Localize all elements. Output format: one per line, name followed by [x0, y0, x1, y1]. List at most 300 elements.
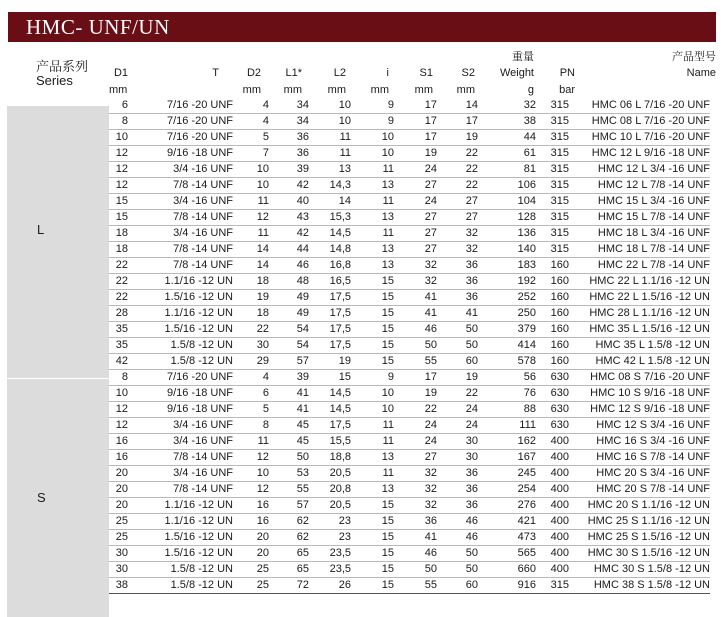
cell-l2: 16,5 — [309, 274, 351, 290]
cell-t: 3/4 -16 UNF — [128, 226, 233, 242]
cell-i: 15 — [351, 338, 394, 354]
cell-weight: 276 — [478, 498, 536, 514]
cell-d2: 6 — [233, 386, 269, 402]
cell-l2: 20,5 — [309, 498, 351, 514]
cell-s2: 22 — [437, 162, 478, 178]
cell-t: 1.1/16 -12 UN — [128, 306, 233, 322]
cell-d2: 12 — [233, 210, 269, 226]
cell-d2: 19 — [233, 290, 269, 306]
cell-t: 1.5/16 -12 UN — [128, 546, 233, 562]
cell-pn: 315 — [536, 578, 569, 594]
cell-d2: 12 — [233, 482, 269, 498]
cell-t: 1.1/16 -12 UN — [128, 498, 233, 514]
cell-weight: 250 — [478, 306, 536, 322]
cell-l1: 44 — [269, 242, 309, 258]
cell-d2: 20 — [233, 546, 269, 562]
cell-d1: 22 — [109, 290, 128, 306]
cell-t: 7/8 -14 UNF — [128, 482, 233, 498]
cell-d2: 14 — [233, 258, 269, 274]
cell-weight: 473 — [478, 530, 536, 546]
table-row — [109, 434, 710, 450]
cell-t: 7/16 -20 UNF — [128, 114, 233, 130]
cell-l2: 23 — [309, 514, 351, 530]
cell-i: 15 — [351, 306, 394, 322]
cell-weight: 565 — [478, 546, 536, 562]
cell-l1: 39 — [269, 370, 309, 386]
cell-t: 7/8 -14 UNF — [128, 450, 233, 466]
cell-i: 15 — [351, 354, 394, 370]
cell-s1: 24 — [394, 194, 437, 210]
cell-t: 3/4 -16 UNF — [128, 194, 233, 210]
cell-i: 10 — [351, 130, 394, 146]
cell-s2: 36 — [437, 498, 478, 514]
cell-d1: 38 — [109, 578, 128, 594]
cell-i: 15 — [351, 498, 394, 514]
table-row — [109, 546, 710, 562]
cell-name: HMC 18 L 7/8 -14 UNF — [569, 242, 710, 258]
header-weight: Weight — [499, 67, 534, 79]
cell-l2: 17,5 — [309, 322, 351, 338]
table-row — [109, 226, 710, 242]
cell-t: 7/8 -14 UNF — [128, 178, 233, 194]
cell-s2: 60 — [437, 578, 478, 594]
cell-pn: 315 — [536, 194, 569, 210]
cell-weight: 183 — [478, 258, 536, 274]
cell-weight: 38 — [478, 114, 536, 130]
cell-l2: 17,5 — [309, 338, 351, 354]
cell-name: HMC 16 S 7/8 -14 UNF — [569, 450, 710, 466]
cell-l2: 15,5 — [309, 434, 351, 450]
cell-weight: 81 — [478, 162, 536, 178]
cell-weight: 104 — [478, 194, 536, 210]
series-band-s — [7, 379, 109, 617]
cell-d1: 22 — [109, 258, 128, 274]
cell-pn: 315 — [536, 146, 569, 162]
cell-s2: 36 — [437, 466, 478, 482]
cell-s1: 19 — [394, 386, 437, 402]
cell-s1: 19 — [394, 146, 437, 162]
cell-l1: 42 — [269, 226, 309, 242]
table-row — [109, 306, 710, 322]
header-s1: S1 — [419, 67, 433, 79]
cell-l1: 42 — [269, 178, 309, 194]
header-weight-unit: g — [527, 84, 534, 96]
cell-s1: 27 — [394, 210, 437, 226]
cell-weight: 254 — [478, 482, 536, 498]
cell-name: HMC 20 S 1.1/16 -12 UN — [569, 498, 710, 514]
header-pn-unit: bar — [559, 84, 575, 96]
table-row — [109, 178, 710, 194]
cell-weight: 162 — [478, 434, 536, 450]
cell-name: HMC 38 S 1.5/8 -12 UN — [569, 578, 710, 594]
cell-d1: 12 — [109, 162, 128, 178]
cell-s2: 32 — [437, 242, 478, 258]
cell-weight: 916 — [478, 578, 536, 594]
cell-s2: 19 — [437, 370, 478, 386]
table-row — [109, 162, 710, 178]
cell-l1: 48 — [269, 274, 309, 290]
cell-l2: 11 — [309, 130, 351, 146]
cell-i: 10 — [351, 386, 394, 402]
cell-pn: 630 — [536, 418, 569, 434]
cell-name: HMC 28 L 1.1/16 -12 UN — [569, 306, 710, 322]
cell-t: 3/4 -16 UNF — [128, 434, 233, 450]
table-row — [109, 258, 710, 274]
cell-d1: 30 — [109, 562, 128, 578]
cell-weight: 167 — [478, 450, 536, 466]
cell-l2: 17,5 — [309, 290, 351, 306]
cell-l1: 54 — [269, 322, 309, 338]
table-row — [109, 450, 710, 466]
cell-weight: 421 — [478, 514, 536, 530]
cell-d1: 25 — [109, 530, 128, 546]
page-title: HMC- UNF/UN — [26, 15, 170, 39]
cell-t: 7/8 -14 UNF — [128, 210, 233, 226]
cell-name: HMC 22 L 1.1/16 -12 UN — [569, 274, 710, 290]
cell-l2: 10 — [309, 98, 351, 114]
cell-s1: 55 — [394, 354, 437, 370]
cell-i: 11 — [351, 194, 394, 210]
cell-weight: 32 — [478, 98, 536, 114]
cell-pn: 160 — [536, 274, 569, 290]
cell-name: HMC 42 L 1.5/8 -12 UN — [569, 354, 710, 370]
cell-d2: 10 — [233, 162, 269, 178]
cell-s2: 14 — [437, 98, 478, 114]
cell-name: HMC 08 L 7/16 -20 UNF — [569, 114, 710, 130]
cell-s1: 32 — [394, 258, 437, 274]
cell-name: HMC 16 S 3/4 -16 UNF — [569, 434, 710, 450]
table-row — [109, 514, 710, 530]
cell-name: HMC 12 S 9/16 -18 UNF — [569, 402, 710, 418]
cell-name: HMC 20 S 3/4 -16 UNF — [569, 466, 710, 482]
cell-pn: 400 — [536, 482, 569, 498]
cell-s1: 32 — [394, 466, 437, 482]
cell-d1: 12 — [109, 178, 128, 194]
cell-d1: 12 — [109, 402, 128, 418]
table-row — [109, 242, 710, 258]
table-row — [109, 146, 710, 162]
cell-weight: 379 — [478, 322, 536, 338]
cell-d1: 8 — [109, 114, 128, 130]
table-row — [109, 338, 710, 354]
cell-l1: 57 — [269, 498, 309, 514]
cell-t: 1.5/8 -12 UN — [128, 562, 233, 578]
cell-l2: 16,8 — [309, 258, 351, 274]
cell-d1: 42 — [109, 354, 128, 370]
header-i: i — [386, 67, 389, 79]
cell-l2: 15,3 — [309, 210, 351, 226]
cell-t: 1.5/16 -12 UN — [128, 322, 233, 338]
cell-t: 3/4 -16 UNF — [128, 162, 233, 178]
cell-l1: 57 — [269, 354, 309, 370]
cell-s2: 50 — [437, 338, 478, 354]
spec-table — [109, 98, 710, 594]
header-s2: S2 — [461, 67, 475, 79]
cell-d1: 25 — [109, 514, 128, 530]
cell-name: HMC 25 S 1.5/16 -12 UN — [569, 530, 710, 546]
cell-name: HMC 15 L 3/4 -16 UNF — [569, 194, 710, 210]
cell-pn: 400 — [536, 546, 569, 562]
cell-pn: 400 — [536, 450, 569, 466]
cell-d2: 5 — [233, 402, 269, 418]
cell-weight: 76 — [478, 386, 536, 402]
cell-s1: 50 — [394, 338, 437, 354]
cell-name: HMC 12 L 9/16 -18 UNF — [569, 146, 710, 162]
cell-s1: 17 — [394, 98, 437, 114]
cell-weight: 88 — [478, 402, 536, 418]
cell-pn: 400 — [536, 562, 569, 578]
cell-t: 7/8 -14 UNF — [128, 258, 233, 274]
cell-pn: 400 — [536, 434, 569, 450]
cell-d1: 15 — [109, 194, 128, 210]
cell-s2: 19 — [437, 130, 478, 146]
cell-name: HMC 22 L 1.5/16 -12 UN — [569, 290, 710, 306]
cell-name: HMC 12 L 7/8 -14 UNF — [569, 178, 710, 194]
cell-weight: 252 — [478, 290, 536, 306]
cell-name: HMC 22 L 7/8 -14 UNF — [569, 258, 710, 274]
cell-pn: 630 — [536, 402, 569, 418]
cell-i: 13 — [351, 210, 394, 226]
cell-s1: 36 — [394, 514, 437, 530]
cell-l1: 55 — [269, 482, 309, 498]
cell-name: HMC 08 S 7/16 -20 UNF — [569, 370, 710, 386]
cell-l1: 41 — [269, 386, 309, 402]
cell-l2: 20,5 — [309, 466, 351, 482]
cell-l2: 20,8 — [309, 482, 351, 498]
cell-d1: 10 — [109, 386, 128, 402]
cell-d1: 12 — [109, 418, 128, 434]
cell-s2: 36 — [437, 258, 478, 274]
cell-pn: 630 — [536, 370, 569, 386]
series-label-zh: 产品系列 — [36, 59, 89, 74]
cell-s2: 27 — [437, 210, 478, 226]
cell-d2: 25 — [233, 562, 269, 578]
cell-name: HMC 10 L 7/16 -20 UNF — [569, 130, 710, 146]
cell-i: 10 — [351, 402, 394, 418]
cell-d2: 4 — [233, 98, 269, 114]
cell-d2: 7 — [233, 146, 269, 162]
cell-i: 11 — [351, 162, 394, 178]
cell-weight: 140 — [478, 242, 536, 258]
cell-s2: 22 — [437, 178, 478, 194]
cell-pn: 315 — [536, 162, 569, 178]
cell-l2: 14,3 — [309, 178, 351, 194]
cell-t: 7/8 -14 UNF — [128, 242, 233, 258]
table-row — [109, 562, 710, 578]
cell-i: 13 — [351, 258, 394, 274]
cell-d2: 18 — [233, 274, 269, 290]
cell-weight: 578 — [478, 354, 536, 370]
header-t: T — [212, 67, 219, 79]
cell-s1: 17 — [394, 130, 437, 146]
cell-weight: 106 — [478, 178, 536, 194]
cell-i: 9 — [351, 114, 394, 130]
cell-s2: 46 — [437, 530, 478, 546]
cell-name: HMC 25 S 1.1/16 -12 UN — [569, 514, 710, 530]
cell-s1: 27 — [394, 242, 437, 258]
cell-t: 9/16 -18 UNF — [128, 386, 233, 402]
cell-weight: 414 — [478, 338, 536, 354]
cell-t: 1.5/8 -12 UN — [128, 354, 233, 370]
header-name-zh: 产品型号 — [672, 51, 716, 63]
cell-d2: 5 — [233, 130, 269, 146]
header-l1-unit: mm — [283, 84, 302, 96]
cell-l2: 19 — [309, 354, 351, 370]
cell-l2: 23 — [309, 530, 351, 546]
cell-i: 9 — [351, 98, 394, 114]
cell-pn: 160 — [536, 258, 569, 274]
cell-l2: 18,8 — [309, 450, 351, 466]
cell-d1: 8 — [109, 370, 128, 386]
cell-l1: 62 — [269, 530, 309, 546]
cell-name: HMC 12 L 3/4 -16 UNF — [569, 162, 710, 178]
cell-s1: 27 — [394, 178, 437, 194]
cell-d1: 18 — [109, 242, 128, 258]
header-weight-zh: 重量 — [512, 51, 534, 63]
cell-t: 1.5/8 -12 UN — [128, 578, 233, 594]
cell-weight: 44 — [478, 130, 536, 146]
table-row — [109, 322, 710, 338]
cell-d1: 10 — [109, 130, 128, 146]
cell-pn: 315 — [536, 98, 569, 114]
cell-l1: 49 — [269, 306, 309, 322]
cell-l1: 41 — [269, 402, 309, 418]
cell-name: HMC 30 S 1.5/8 -12 UN — [569, 562, 710, 578]
cell-s1: 27 — [394, 450, 437, 466]
header-d1: D1 — [113, 67, 128, 79]
cell-pn: 630 — [536, 386, 569, 402]
cell-d2: 10 — [233, 466, 269, 482]
cell-i: 13 — [351, 178, 394, 194]
cell-s1: 55 — [394, 578, 437, 594]
header-d1-unit: mm — [109, 84, 128, 96]
cell-d2: 8 — [233, 418, 269, 434]
cell-s2: 41 — [437, 306, 478, 322]
cell-i: 11 — [351, 226, 394, 242]
cell-name: HMC 20 S 7/8 -14 UNF — [569, 482, 710, 498]
cell-t: 9/16 -18 UNF — [128, 402, 233, 418]
cell-weight: 128 — [478, 210, 536, 226]
cell-s2: 50 — [437, 562, 478, 578]
cell-l2: 14,5 — [309, 402, 351, 418]
cell-pn: 400 — [536, 498, 569, 514]
cell-l1: 72 — [269, 578, 309, 594]
cell-d2: 11 — [233, 194, 269, 210]
header-pn: PN — [559, 67, 575, 79]
header-name: Name — [686, 67, 716, 79]
cell-name: HMC 10 S 9/16 -18 UNF — [569, 386, 710, 402]
cell-name: HMC 35 L 1.5/16 -12 UN — [569, 322, 710, 338]
cell-d2: 22 — [233, 322, 269, 338]
cell-s2: 36 — [437, 290, 478, 306]
header-s2-unit: mm — [456, 84, 475, 96]
cell-pn: 160 — [536, 354, 569, 370]
cell-d1: 16 — [109, 450, 128, 466]
cell-i: 10 — [351, 146, 394, 162]
cell-s1: 41 — [394, 306, 437, 322]
cell-i: 13 — [351, 450, 394, 466]
cell-s2: 32 — [437, 226, 478, 242]
header-l2: L2 — [333, 67, 346, 79]
cell-l1: 54 — [269, 338, 309, 354]
cell-d1: 35 — [109, 322, 128, 338]
cell-pn: 315 — [536, 130, 569, 146]
series-s-label: S — [37, 490, 46, 505]
table-row — [109, 578, 710, 594]
cell-t: 7/16 -20 UNF — [128, 130, 233, 146]
cell-i: 15 — [351, 578, 394, 594]
cell-t: 7/16 -20 UNF — [128, 98, 233, 114]
cell-l1: 40 — [269, 194, 309, 210]
table-row — [109, 274, 710, 290]
cell-s2: 27 — [437, 194, 478, 210]
cell-d1: 20 — [109, 466, 128, 482]
cell-t: 7/16 -20 UNF — [128, 370, 233, 386]
cell-i: 15 — [351, 322, 394, 338]
cell-d2: 20 — [233, 530, 269, 546]
cell-l1: 45 — [269, 418, 309, 434]
cell-d1: 15 — [109, 210, 128, 226]
cell-s1: 24 — [394, 162, 437, 178]
cell-pn: 160 — [536, 322, 569, 338]
cell-t: 3/4 -16 UNF — [128, 418, 233, 434]
cell-l1: 43 — [269, 210, 309, 226]
cell-weight: 136 — [478, 226, 536, 242]
cell-d2: 16 — [233, 498, 269, 514]
cell-weight: 61 — [478, 146, 536, 162]
table-row — [109, 370, 710, 386]
cell-t: 1.1/16 -12 UN — [128, 514, 233, 530]
cell-weight: 660 — [478, 562, 536, 578]
cell-l1: 65 — [269, 562, 309, 578]
cell-l1: 45 — [269, 434, 309, 450]
cell-pn: 315 — [536, 226, 569, 242]
table-row — [109, 194, 710, 210]
cell-s2: 36 — [437, 274, 478, 290]
cell-l1: 46 — [269, 258, 309, 274]
header-d2-unit: mm — [242, 84, 261, 96]
cell-l1: 34 — [269, 114, 309, 130]
cell-d2: 30 — [233, 338, 269, 354]
cell-d1: 30 — [109, 546, 128, 562]
cell-d2: 11 — [233, 434, 269, 450]
cell-d2: 12 — [233, 450, 269, 466]
cell-s2: 22 — [437, 146, 478, 162]
cell-s1: 46 — [394, 322, 437, 338]
cell-name: HMC 12 S 3/4 -16 UNF — [569, 418, 710, 434]
cell-i: 15 — [351, 274, 394, 290]
cell-l2: 14,5 — [309, 226, 351, 242]
table-row — [109, 210, 710, 226]
table-row — [109, 402, 710, 418]
header-i-unit: mm — [370, 84, 389, 96]
cell-l1: 39 — [269, 162, 309, 178]
series-l-label: L — [37, 222, 45, 237]
cell-l2: 14,5 — [309, 386, 351, 402]
cell-s2: 17 — [437, 114, 478, 130]
cell-pn: 160 — [536, 306, 569, 322]
table-row — [109, 530, 710, 546]
cell-weight: 56 — [478, 370, 536, 386]
cell-pn: 160 — [536, 290, 569, 306]
cell-name: HMC 18 L 3/4 -16 UNF — [569, 226, 710, 242]
cell-s1: 41 — [394, 290, 437, 306]
cell-l2: 11 — [309, 146, 351, 162]
cell-s2: 50 — [437, 546, 478, 562]
cell-name: HMC 06 L 7/16 -20 UNF — [569, 98, 710, 114]
cell-i: 15 — [351, 290, 394, 306]
cell-t: 3/4 -16 UNF — [128, 466, 233, 482]
